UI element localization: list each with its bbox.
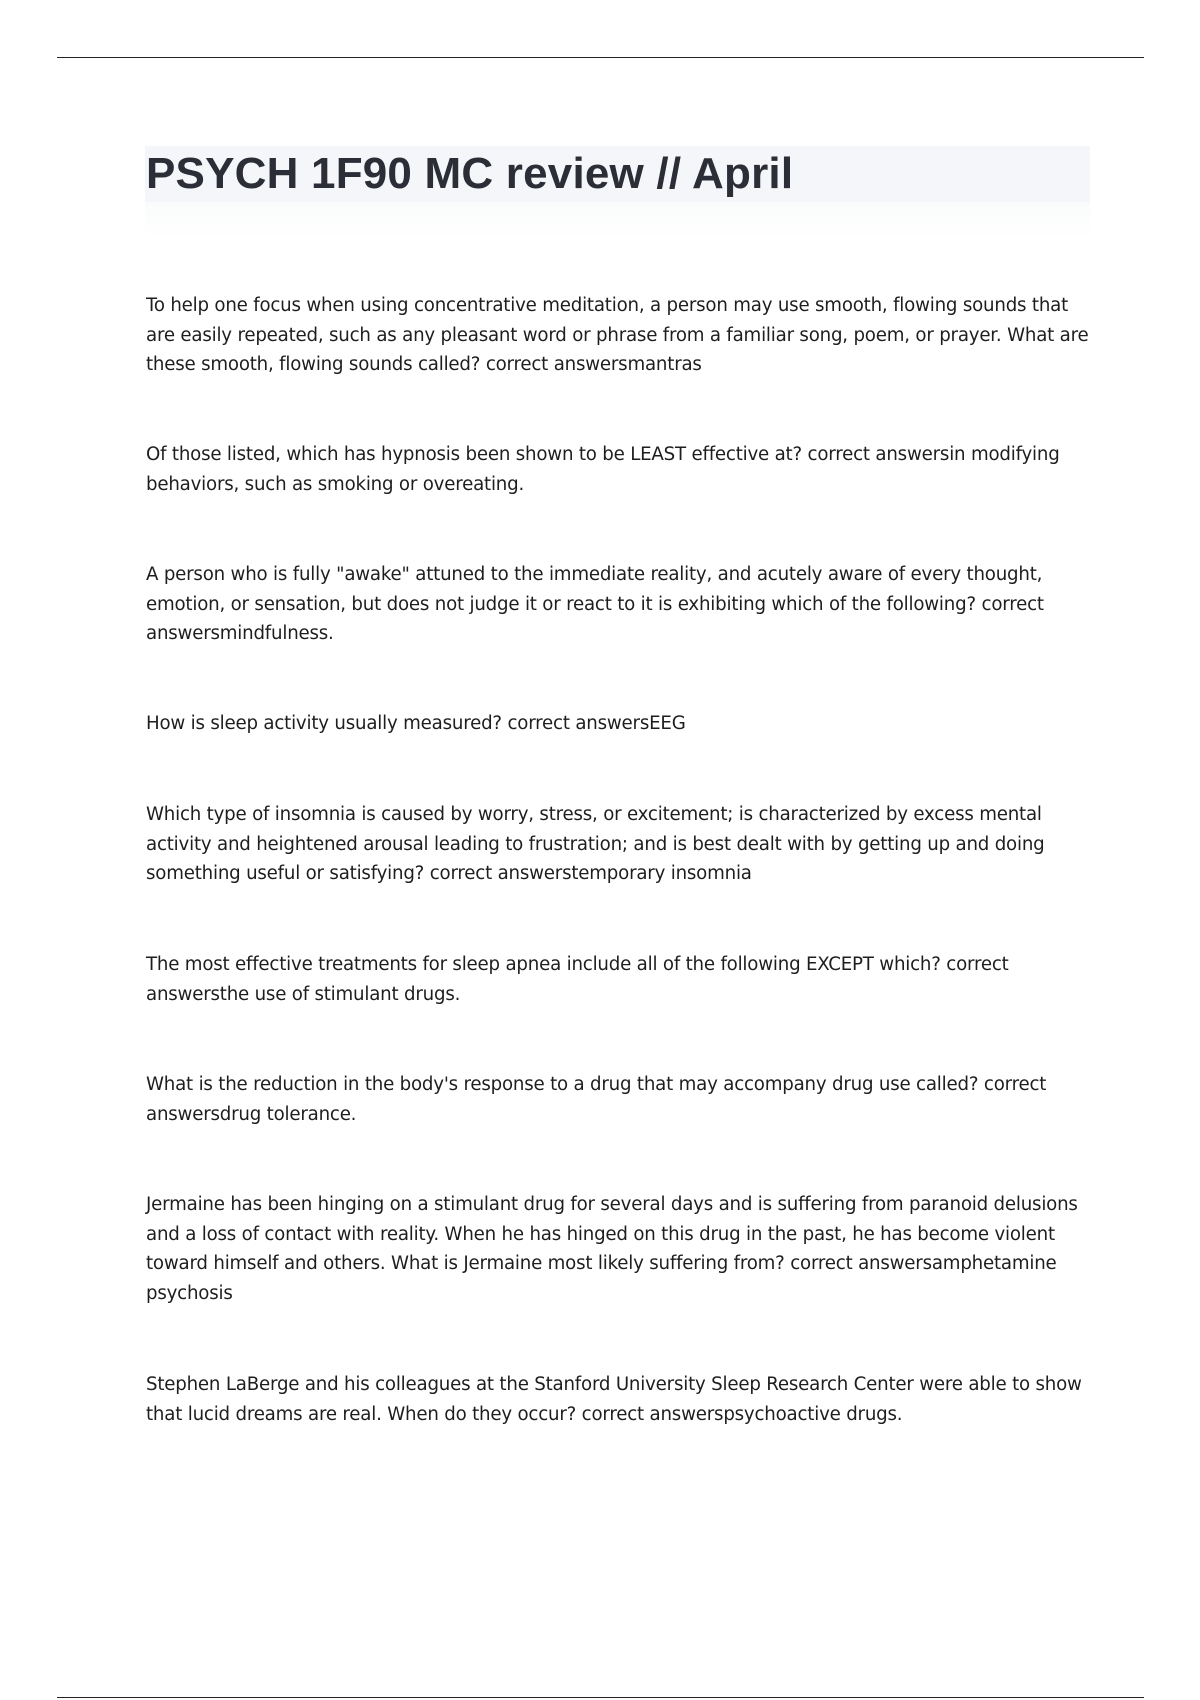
answer-tag: correct answers — [485, 354, 628, 375]
answer-tag: correct answers — [146, 954, 1009, 1005]
answer-text: drug tolerance. — [219, 1103, 357, 1125]
title-highlight-fade — [145, 202, 1090, 238]
qa-item — [146, 1190, 1096, 1308]
question-text: How is sleep activity usually measured? — [146, 713, 502, 734]
answer-text: the use of stimulant drugs. — [219, 983, 461, 1005]
qa-item — [146, 800, 1096, 889]
answer-text: temporary insomnia — [571, 863, 752, 884]
answer-tag: correct answers — [581, 1403, 724, 1425]
answer-text: psychoactive drugs. — [723, 1403, 903, 1425]
qa-item — [146, 1070, 1096, 1129]
question-text: The most effective treatments for sleep apnea include all of the following EXCEPT which? — [146, 954, 941, 975]
top-rule — [57, 57, 1144, 58]
answer-text: mantras — [627, 354, 702, 375]
answer-text: in modifying behaviors, such as smoking or overeating. — [146, 444, 1060, 495]
question-text: What is the reduction in the body's response to a drug that may accompany drug use called? — [146, 1074, 979, 1095]
answer-tag: correct answers — [507, 713, 650, 734]
bottom-rule — [57, 1697, 1144, 1698]
answer-text: amphetamine psychosis — [146, 1253, 1057, 1304]
answer-tag: correct answers — [146, 593, 1044, 644]
question-text: Which type of insomnia is caused by worry, stress, or excitement; is characterized by excess mental activity and heightened arousal leading to frustration; and is best dealt with by getting up and doing something useful or satisfying? — [146, 804, 1045, 884]
question-text: To help one focus when using concentrative meditation, a person may use smooth, flowing sounds that are easily repeated, such as any pleasant word or phrase from a familiar song, poem, or prayer. What are these smooth, flowing sounds called? — [146, 295, 1089, 375]
qa-item — [146, 440, 1096, 499]
answer-text: mindfulness. — [219, 623, 334, 644]
page-title: PSYCH 1F90 MC review // April — [146, 149, 794, 198]
question-text: Stephen LaBerge and his colleagues at the Stanford University Sleep Research Center were able to show that lucid dreams are real. When do they occur? — [146, 1374, 1082, 1425]
qa-item — [146, 560, 1096, 649]
answer-tag: correct answers — [790, 1253, 932, 1274]
answer-tag: correct answers — [807, 444, 950, 465]
answer-tag: correct answers — [429, 863, 572, 884]
qa-item — [146, 291, 1096, 380]
qa-item — [146, 950, 1096, 1009]
qa-item — [146, 1370, 1096, 1429]
qa-item — [146, 709, 1096, 739]
question-text: Of those listed, which has hypnosis been shown to be LEAST effective at? — [146, 444, 802, 465]
question-text: A person who is fully "awake" attuned to the immediate reality, and acutely aware of every thought, emotion, or sensation, but does not judge it or react to it is exhibiting which of the following? — [146, 564, 1043, 615]
answer-tag: correct answers — [146, 1074, 1047, 1125]
answer-text: EEG — [649, 713, 686, 734]
question-text: Jermaine has been hinging on a stimulant drug for several days and is suffering from paranoid delusions and a loss of contact with reality. When he has hinged on this drug in the past, he has become violent toward himself and others. What is Jermaine most likely suffering from? — [146, 1194, 1078, 1274]
